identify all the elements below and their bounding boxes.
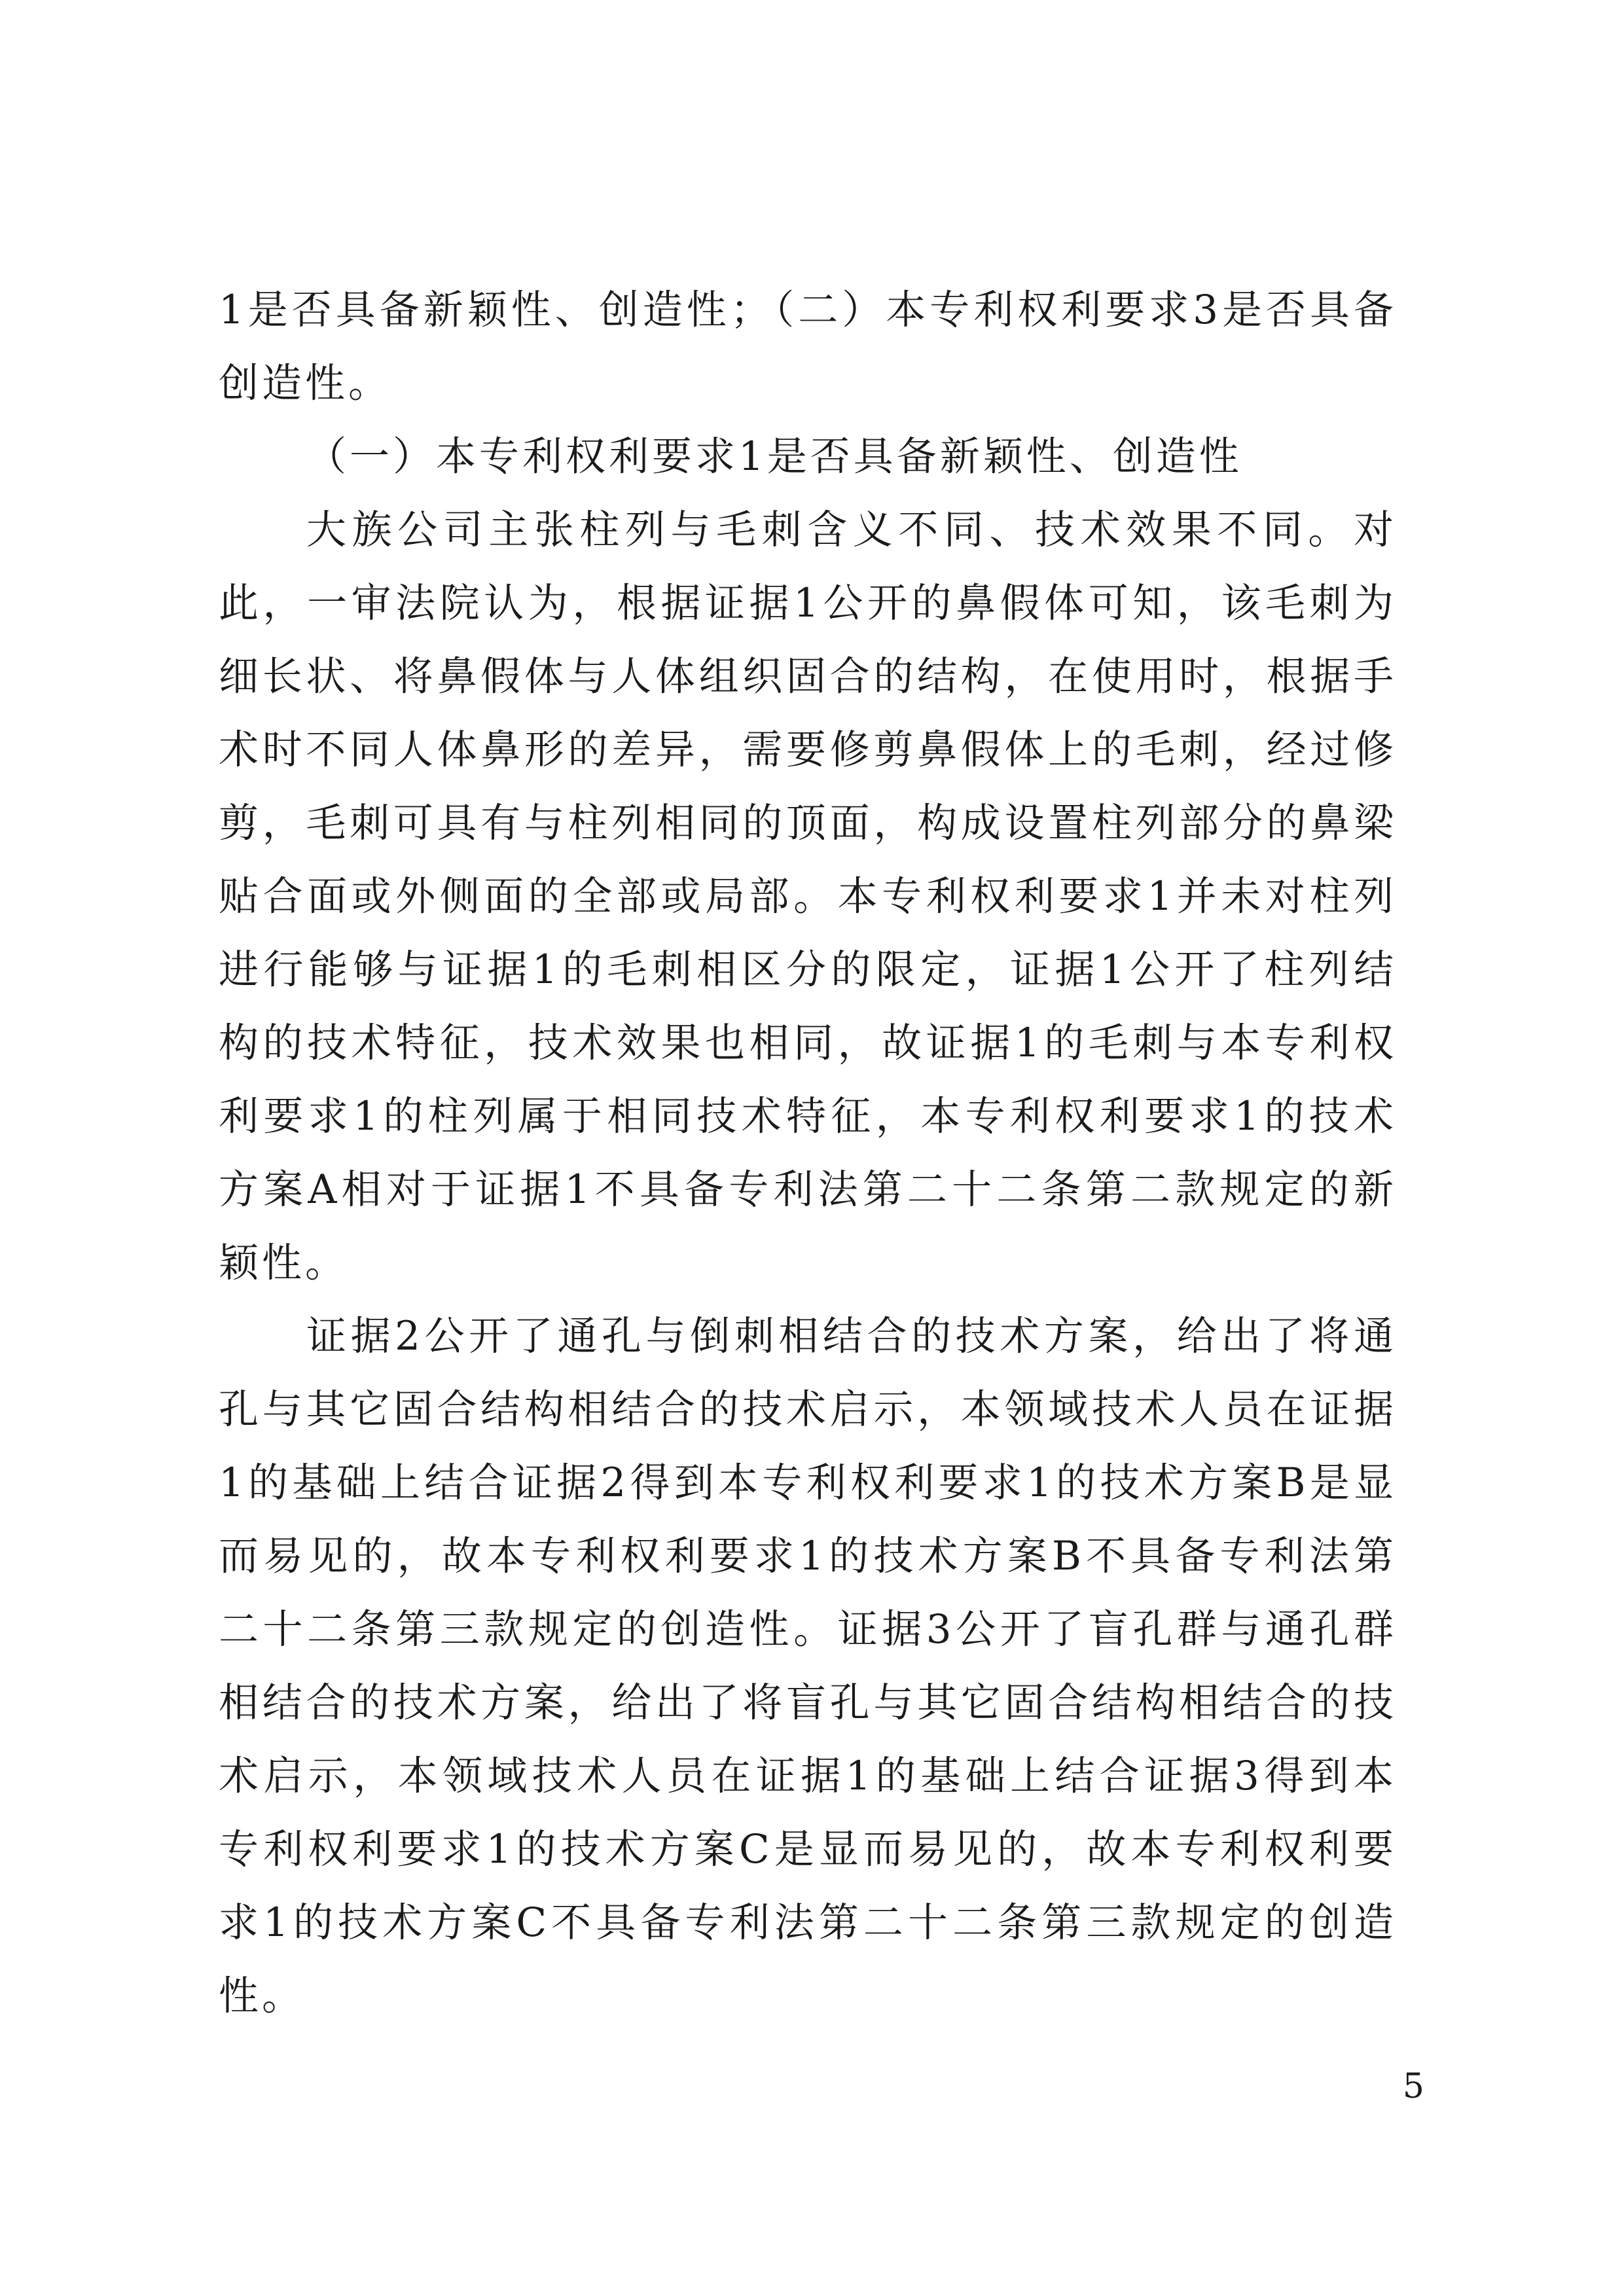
paragraph-continuation: 1是否具备新颖性、创造性；（二）本专利权利要求3是否具备创造性。	[219, 287, 1397, 406]
section-heading: （一）本专利权利要求1是否具备新颖性、创造性	[306, 433, 1242, 480]
document-body	[219, 274, 1397, 2033]
paragraph-evidence-analysis: 证据2公开了通孔与倒刺相结合的技术方案，给出了将通孔与其它固合结构相结合的技术启示，本领域技术人员在证据1的基础上结合证据2得到本专利权利要求1的技术方案B是显而易见的，故本专利权利要求1的技术方案B不具备专利法第二十二条第三款规定的创造性。证据3公开了盲孔群与通孔群相结合的技术方案，给出了将盲孔与其它固合结构相结合的技术启示，本领域技术人员在证据1的基础上结合证据3得到本专利权利要求1的技术方案C是显而易见的，故本专利权利要求1的技术方案C不具备专利法第二十二条第三款规定的创造性。	[219, 1313, 1397, 2019]
paragraph-first-instance-reasoning: 大族公司主张柱列与毛刺含义不同、技术效果不同。对此，一审法院认为，根据证据1公开的鼻假体可知，该毛刺为细长状、将鼻假体与人体组织固合的结构，在使用时，根据手术时不同人体鼻形的差异，需要修剪鼻假体上的毛刺，经过修剪，毛刺可具有与柱列相同的顶面，构成设置柱列部分的鼻梁贴合面或外侧面的全部或局部。本专利权利要求1并未对柱列进行能够与证据1的毛刺相区分的限定，证据1公开了柱列结构的技术特征，技术效果也相同，故证据1的毛刺与本专利权利要求1的柱列属于相同技术特征，本专利权利要求1的技术方案A相对于证据1不具备专利法第二十二条第二款规定的新颖性。	[219, 507, 1397, 1286]
page-number: 5	[1402, 2067, 1424, 2106]
